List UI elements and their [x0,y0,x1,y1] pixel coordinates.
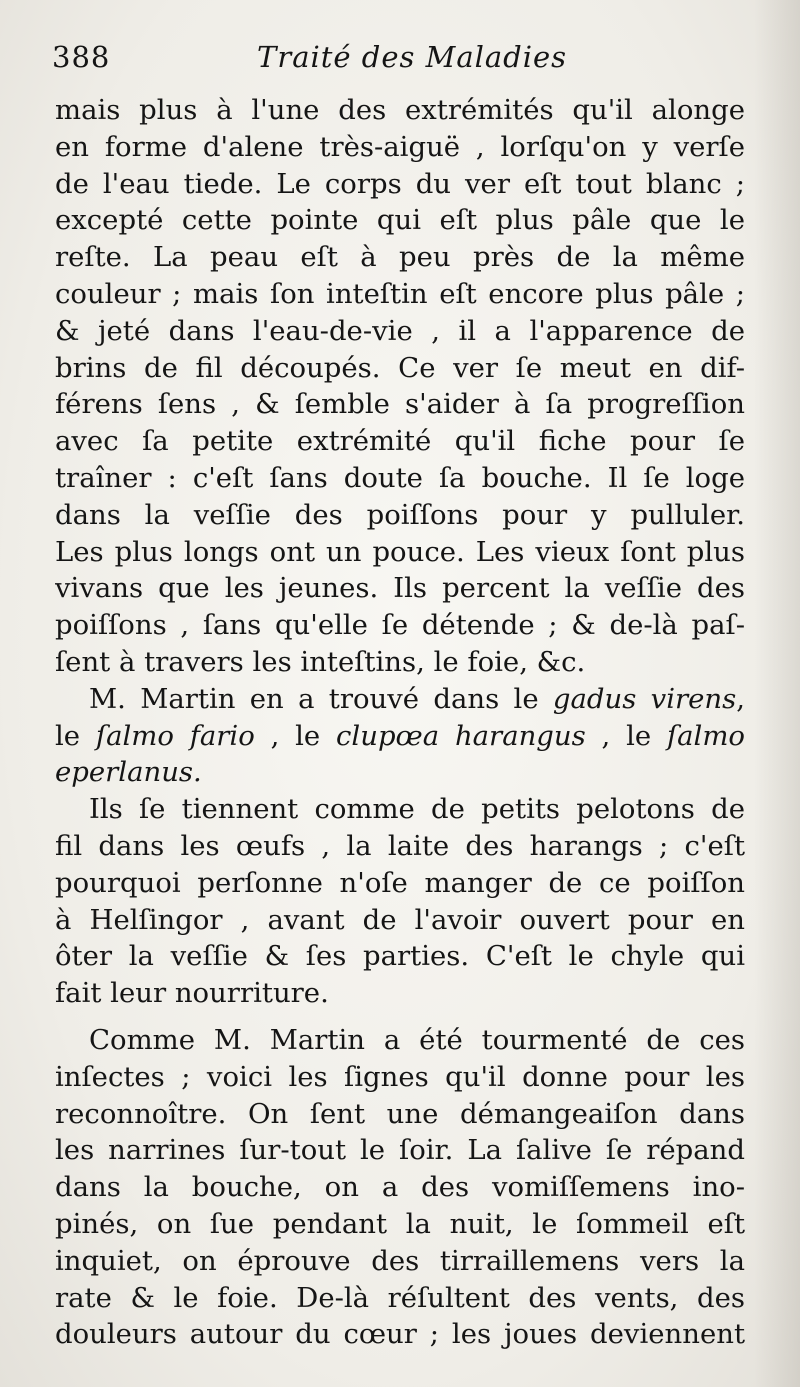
text-line: inſectes ; voici les ſignes qu'il donne pour les [55,1060,745,1093]
text-line: fil dans les œufs , la laite des harangs ; c'eſt [55,829,745,862]
italic-taxon: clupœa harangus [336,719,586,752]
text-line: inquiet, on éprouve des tirraillemens vers la [55,1244,745,1277]
italic-taxon: gadus virens [552,682,737,715]
text-line: douleurs autour du cœur ; les joues deviennent [55,1318,745,1351]
text-line: dans la veſſie des poiſſons pour y pulluler. [55,498,745,531]
text-line: pourquoi perſonne n'oſe manger de ce poiſſon [55,866,745,899]
text-line: à Helſingor , avant de l'avoir ouvert pour en [55,903,745,936]
italic-taxon: ſalmo [666,719,745,752]
text-line: reſte. La peau eſt à peu près de la même [55,241,745,274]
italic-taxon: ſalmo fario [95,719,255,752]
text-line: ôter la veſſie & ſes parties. C'eſt le chyle qui [55,940,745,973]
running-title: Traité des Maladies [257,40,568,74]
text-line: en forme d'alene très-aiguë , lorſqu'on y verſe [55,130,745,163]
text-line: traîner : c'eſt ſans doute ſa bouche. Il ſe loge [55,461,745,494]
text-line: Les plus longs ont un pouce. Les vieux ſont plus [55,535,745,568]
text-line-italic-mix: le ſalmo fario , le clupœa harangus , le ſalmo [55,719,745,752]
text-line: Ils ſe tiennent comme de petits pelotons de [89,793,745,826]
text-line: mais plus à l'une des extrémités qu'il alonge [55,94,745,126]
text-line-italic-mix: M. Martin en a trouvé dans le gadus virens, [89,682,745,715]
text-line: fait leur nourriture. [55,977,329,1010]
text-line: pinés, on ſue pendant la nuit, le ſommeil eſt [55,1207,745,1240]
text-line: ſent à travers les inteſtins, le foie, &c. [55,645,586,678]
text-line-italic: eperlanus. [55,756,202,789]
text-line: dans la bouche, on a des vomiſſemens ino- [55,1171,745,1204]
text-line: excepté cette pointe qui eſt plus pâle que le [55,204,745,237]
page-number: 388 [52,40,111,74]
text-line: poiſſons , ſans qu'elle ſe détende ; & de-là paſ- [55,609,745,642]
text-line: férens ſens , & ſemble s'aider à ſa progreſſion [55,388,745,421]
text-line: couleur ; mais ſon inteſtin eſt encore plus pâle ; [55,277,745,310]
text-line: & jeté dans l'eau-de-vie , il a l'apparence de [55,314,745,347]
text-line: reconnoître. On ſent une démangeaiſon dans [55,1097,745,1130]
page-header [52,40,742,84]
text-line: rate & le foie. De-là réſultent des vents, des [55,1281,745,1314]
page-edge-shadow [754,0,800,1387]
text-line: Comme M. Martin a été tourmenté de ces [89,1023,745,1056]
text-line: avec ſa petite extrémité qu'il fiche pour ſe [55,425,745,458]
text-line: de l'eau tiede. Le corps du ver eſt tout blanc ; [55,167,745,200]
text-line: les narrines ſur-tout le ſoir. La ſalive ſe répand [55,1134,745,1167]
text-line: vivans que les jeunes. Ils percent la veſſie des [55,572,745,605]
body-text [55,92,745,1353]
text-line: brins de fil découpés. Ce ver ſe meut en dif- [55,351,745,384]
